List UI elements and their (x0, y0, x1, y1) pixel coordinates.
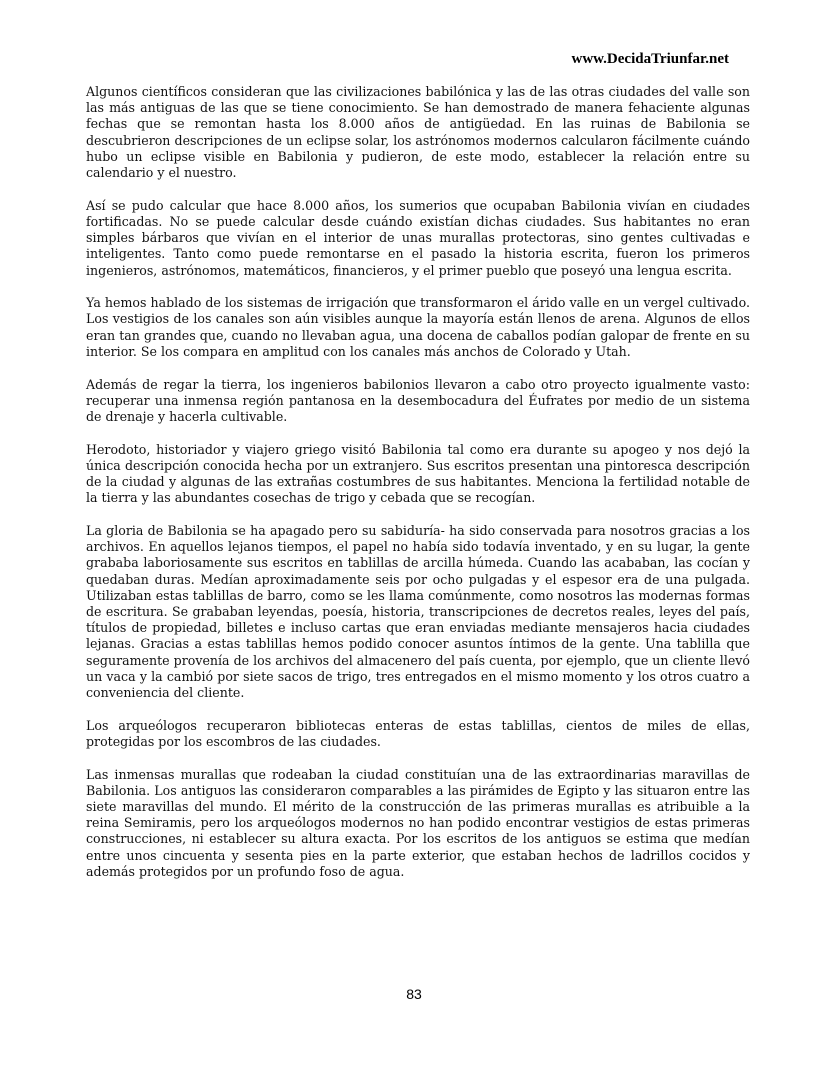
site-url-header: www.DecidaTriunfar.net (571, 51, 729, 67)
paragraph: Los arqueólogos recuperaron bibliotecas enteras de estas tablillas, cientos de miles de ellas, protegidas por los escombros de las ciudades. (86, 717, 750, 749)
paragraph: Herodoto, historiador y viajero griego visitó Babilonia tal como era durante su apogeo y nos dejó la única descripción conocida hecha por un extranjero. Sus escritos presentan una pintoresca descripción de la ciudad y algunas de las extrañas costumbres de sus habitantes. Menciona la fertilidad notable de la tierra y las abundantes cosechas de trigo y cebada que se recogían. (86, 441, 750, 506)
paragraph: Además de regar la tierra, los ingenieros babilonios llevaron a cabo otro proyecto igualmente vasto: recuperar una inmensa región pantanosa en la desembocadura del Éufrates por medio de un sistema de drenaje y hacerla cultivable. (86, 376, 750, 424)
paragraph: La gloria de Babilonia se ha apagado pero su sabiduría- ha sido conservada para nosotros gracias a los archivos. En aquellos lejanos tiempos, el papel no había sido todavía inventado, y en su lugar, la gente grababa laboriosamente sus escritos en tablillas de arcilla húmeda. Cuando las acababan, las cocían y quedaban duras. Medían aproximadamente seis por ocho pulgadas y el espesor era de una pulgada. Utilizaban estas tablillas de barro, como se les llama comúnmente, como nosotros las modernas formas de escritura. Se grababan leyendas, poesía, historia, transcripciones de decretos reales, leyes del país, títulos de propiedad, billetes e incluso cartas que eran enviadas mediante mensajeros hacia ciudades lejanas. Gracias a estas tablillas hemos podido conocer asuntos íntimos de la gente. Una tablilla que seguramente provenía de los archivos del almacenero del país cuenta, por ejemplo, que un cliente llevó un vaca y la cambió por siete sacos de trigo, tres entregados en el mismo momento y los otros cuatro a conveniencia del cliente. (86, 522, 750, 700)
paragraph: Así se pudo calcular que hace 8.000 años, los sumerios que ocupaban Babilonia vivían en ciudades fortificadas. No se puede calcular desde cuándo existían dichas ciudades. Sus habitantes no eran simples bárbaros que vivían en el interior de unas murallas protectoras, sino gentes cultivadas e inteligentes. Tanto como puede remontarse en el pasado la historia escrita, fueron los primeros ingenieros, astrónomos, matemáticos, financieros, y el primer pueblo que poseyó una lengua escrita. (86, 197, 750, 278)
paragraph: Algunos científicos consideran que las civilizaciones babilónica y las de las otras ciudades del valle son las más antiguas de las que se tiene conocimiento. Se han demostrado de manera fehaciente algunas fechas que se remontan hasta los 8.000 años de antigüedad. En las ruinas de Babilonia se descubrieron descripciones de un eclipse solar, los astrónomos modernos calcularon fácilmente cuándo hubo un eclipse visible en Babilonia y pudieron, de este modo, establecer la relación entre su calendario y el nuestro. (86, 84, 750, 181)
body-text (86, 84, 750, 897)
paragraph: Ya hemos hablado de los sistemas de irrigación que transformaron el árido valle en un vergel cultivado. Los vestigios de los canales son aún visibles aunque la mayoría están llenos de arena. Algunos de ellos eran tan grandes que, cuando no llevaban agua, una docena de caballos podían galopar de frente en su interior. Se los compara en amplitud con los canales más anchos de Colorado y Utah. (86, 295, 750, 359)
paragraph: Las inmensas murallas que rodeaban la ciudad constituían una de las extraordinarias maravillas de Babilonia. Los antiguos las consideraron comparables a las pirámides de Egipto y las situaron entre las siete maravillas del mundo. El mérito de la construcción de las primeras murallas es atribuible a la reina Semiramis, pero los arqueólogos modernos no han podido encontrar vestigios de estas primeras construcciones, ni establecer su altura exacta. Por los escritos de los antiguos se estima que medían entre unos cincuenta y sesenta pies en la parte exterior, que estaban hechos de ladrillos cocidos y además protegidos por un profundo foso de agua. (86, 766, 750, 879)
page-number: 83 (406, 986, 422, 1002)
